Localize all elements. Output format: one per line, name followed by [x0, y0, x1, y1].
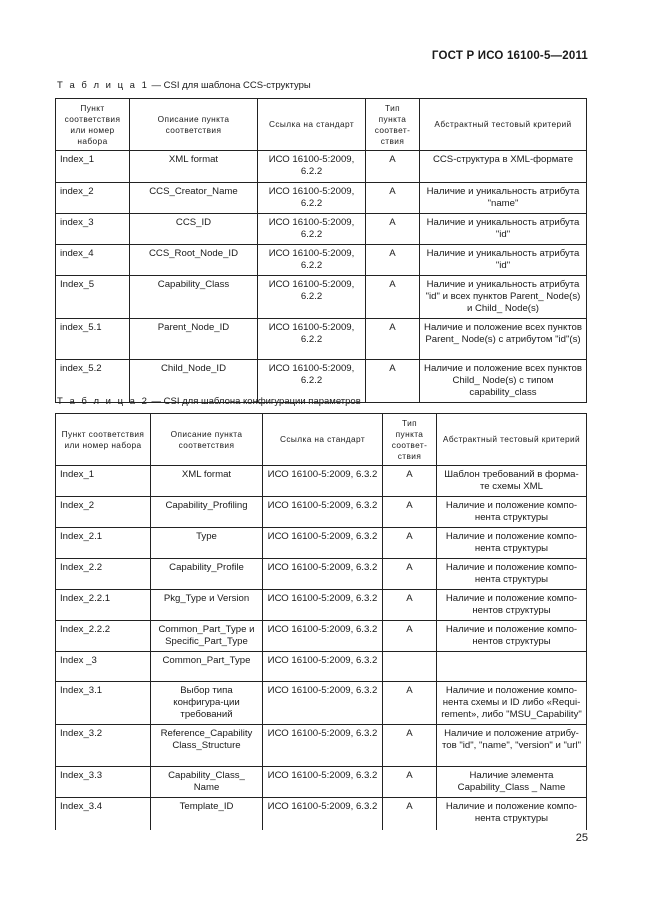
- table-row: [56, 214, 587, 245]
- table-cell: Наличие и положение компо-нента схемы и ID либо «Requi-rement», либо "MSU_Capability": [437, 682, 587, 725]
- table-cell: A: [383, 466, 437, 497]
- table-1-header-cell: Описание пункта соответствия: [130, 99, 258, 151]
- table-cell: ИСО 16100-5:2009, 6.3.2: [263, 559, 383, 590]
- table-cell: A: [366, 151, 420, 183]
- table-2-header-cell: Абстрактный тестовый критерий: [437, 414, 587, 466]
- table-cell: Index_2.2.1: [56, 590, 151, 621]
- document-code-header: ГОСТ Р ИСО 16100-5—2011: [431, 50, 588, 62]
- table-row: [56, 276, 587, 319]
- table-cell: Наличие и положение компо-нента структуры: [437, 528, 587, 559]
- table-row: [56, 528, 587, 559]
- table-cell: A: [366, 276, 420, 319]
- table-cell: Template_ID: [151, 798, 263, 830]
- table-row: [56, 767, 587, 798]
- table-1: [55, 98, 587, 403]
- table-2-caption-prefix: Т а б л и ц а 2: [57, 396, 149, 407]
- page-number: 25: [575, 832, 588, 844]
- table-cell: Наличие и уникальность атрибута "id" и всех пунктов Parent_ Node(s) и Child_ Node(s): [420, 276, 587, 319]
- table-cell: Index_5: [56, 276, 130, 319]
- table-cell: A: [383, 621, 437, 652]
- table-cell: Index_1: [56, 151, 130, 183]
- table-cell: ИСО 16100-5:2009, 6.3.2: [263, 528, 383, 559]
- table-row: [56, 798, 587, 830]
- table-cell: Capability_Class_ Name: [151, 767, 263, 798]
- table-cell: Наличие элемента Capability_Class _ Name: [437, 767, 587, 798]
- table-cell: Шаблон требований в форма-те схемы XML: [437, 466, 587, 497]
- table-cell: A: [366, 360, 420, 403]
- table-cell: Index_2.1: [56, 528, 151, 559]
- table-2-header-cell: Ссылка на стандарт: [263, 414, 383, 466]
- table-row: [56, 559, 587, 590]
- table-cell: CCS_Root_Node_ID: [130, 245, 258, 276]
- table-cell: Наличие и уникальность атрибута "id": [420, 214, 587, 245]
- table-cell: Выбор типа конфигура-ции требований: [151, 682, 263, 725]
- table-cell: ИСО 16100-5:2009, 6.3.2: [263, 652, 383, 682]
- table-cell: A: [383, 767, 437, 798]
- table-2-header-cell: Тип пункта соответ-ствия: [383, 414, 437, 466]
- table-cell: Наличие и положение компо-нента структуры: [437, 798, 587, 830]
- table-cell: ИСО 16100-5:2009, 6.2.2: [258, 183, 366, 214]
- table-cell: Child_Node_ID: [130, 360, 258, 403]
- table-cell: Наличие и положение всех пунктов Parent_ Node(s) с атрибутом "id"(s): [420, 319, 587, 360]
- table-cell: Наличие и положение компо-нентов структуры: [437, 590, 587, 621]
- table-cell: ИСО 16100-5:2009, 6.3.2: [263, 497, 383, 528]
- table-1-caption: [57, 80, 311, 91]
- table-2-header-cell: Пункт соответствия или номер набора: [56, 414, 151, 466]
- table-cell: index_4: [56, 245, 130, 276]
- table-cell: ИСО 16100-5:2009, 6.2.2: [258, 214, 366, 245]
- table-cell: Type: [151, 528, 263, 559]
- table-row: [56, 725, 587, 767]
- table-row: [56, 466, 587, 497]
- table-cell: Index_3.2: [56, 725, 151, 767]
- table-1-caption-prefix: Т а б л и ц а 1: [57, 80, 149, 91]
- table-cell: ИСО 16100-5:2009, 6.3.2: [263, 767, 383, 798]
- table-2-header-cell: Описание пункта соответствия: [151, 414, 263, 466]
- table-cell: A: [366, 245, 420, 276]
- table-cell: index_2: [56, 183, 130, 214]
- table-cell: [437, 652, 587, 682]
- table-cell: CCS_ID: [130, 214, 258, 245]
- table-cell: A: [383, 725, 437, 767]
- table-cell: Reference_Capability Class_Structure: [151, 725, 263, 767]
- table-cell: A: [383, 590, 437, 621]
- table-cell: [383, 652, 437, 682]
- table-row: [56, 245, 587, 276]
- table-cell: Index_3.4: [56, 798, 151, 830]
- table-cell: Index _3: [56, 652, 151, 682]
- table-cell: Capability_Class: [130, 276, 258, 319]
- table-cell: Наличие и положение компо-нента структуры: [437, 497, 587, 528]
- table-2: [55, 413, 587, 830]
- table-1-header-cell: Абстрактный тестовый критерий: [420, 99, 587, 151]
- table-cell: ИСО 16100-5:2009, 6.3.2: [263, 798, 383, 830]
- table-cell: Capability_Profiling: [151, 497, 263, 528]
- table-cell: CCS_Creator_Name: [130, 183, 258, 214]
- table-cell: ИСО 16100-5:2009, 6.2.2: [258, 151, 366, 183]
- table-cell: ИСО 16100-5:2009, 6.3.2: [263, 725, 383, 767]
- table-cell: Index_3.3: [56, 767, 151, 798]
- table-row: [56, 497, 587, 528]
- table-cell: Наличие и уникальность атрибута "name": [420, 183, 587, 214]
- table-2-header-row: [56, 414, 587, 466]
- table-cell: ИСО 16100-5:2009, 6.2.2: [258, 319, 366, 360]
- table-1-header-cell: Тип пункта соответ-ствия: [366, 99, 420, 151]
- table-row: [56, 590, 587, 621]
- table-cell: A: [366, 319, 420, 360]
- table-row: [56, 151, 587, 183]
- table-cell: CCS-структура в XML-формате: [420, 151, 587, 183]
- table-row: [56, 682, 587, 725]
- table-cell: A: [383, 497, 437, 528]
- table-row: [56, 319, 587, 360]
- table-1-header-cell: Пункт соответствия или номер набора: [56, 99, 130, 151]
- table-cell: Common_Part_Type: [151, 652, 263, 682]
- table-cell: Parent_Node_ID: [130, 319, 258, 360]
- table-cell: XML format: [130, 151, 258, 183]
- table-cell: Index_3.1: [56, 682, 151, 725]
- table-cell: index_5.2: [56, 360, 130, 403]
- table-2-caption-text: — CSI для шаблона конфигурации параметров: [148, 396, 361, 407]
- table-cell: A: [383, 682, 437, 725]
- table-1-header-cell: Ссылка на стандарт: [258, 99, 366, 151]
- table-cell: Наличие и положение компо-нентов структуры: [437, 621, 587, 652]
- table-cell: Capability_Profile: [151, 559, 263, 590]
- table-cell: Наличие и положение атрибу-тов "id", "name", "version" и "url": [437, 725, 587, 767]
- table-cell: A: [383, 528, 437, 559]
- table-cell: Common_Part_Type и Specific_Part_Type: [151, 621, 263, 652]
- table-cell: ИСО 16100-5:2009, 6.3.2: [263, 682, 383, 725]
- table-cell: Index_2.2.2: [56, 621, 151, 652]
- table-cell: ИСО 16100-5:2009, 6.3.2: [263, 621, 383, 652]
- table-cell: index_5.1: [56, 319, 130, 360]
- table-cell: index_3: [56, 214, 130, 245]
- table-cell: ИСО 16100-5:2009, 6.2.2: [258, 360, 366, 403]
- table-cell: A: [366, 183, 420, 214]
- table-cell: Index_2.2: [56, 559, 151, 590]
- table-1-header-row: [56, 99, 587, 151]
- table-cell: Index_1: [56, 466, 151, 497]
- table-2-caption: [57, 396, 361, 407]
- table-cell: A: [366, 214, 420, 245]
- table-cell: ИСО 16100-5:2009, 6.3.2: [263, 590, 383, 621]
- table-cell: Index_2: [56, 497, 151, 528]
- table-cell: Наличие и уникальность атрибута "id": [420, 245, 587, 276]
- table-cell: A: [383, 559, 437, 590]
- table-cell: Наличие и положение компо-нента структуры: [437, 559, 587, 590]
- table-cell: ИСО 16100-5:2009, 6.3.2: [263, 466, 383, 497]
- table-1-caption-text: — CSI для шаблона CCS-структуры: [148, 80, 311, 91]
- table-cell: ИСО 16100-5:2009, 6.2.2: [258, 276, 366, 319]
- table-row: [56, 621, 587, 652]
- table-row: [56, 652, 587, 682]
- table-cell: Pkg_Type и Version: [151, 590, 263, 621]
- table-row: [56, 183, 587, 214]
- table-cell: Наличие и положение всех пунктов Child_ Node(s) с типом capability_class: [420, 360, 587, 403]
- table-cell: XML format: [151, 466, 263, 497]
- table-cell: A: [383, 798, 437, 830]
- table-cell: ИСО 16100-5:2009, 6.2.2: [258, 245, 366, 276]
